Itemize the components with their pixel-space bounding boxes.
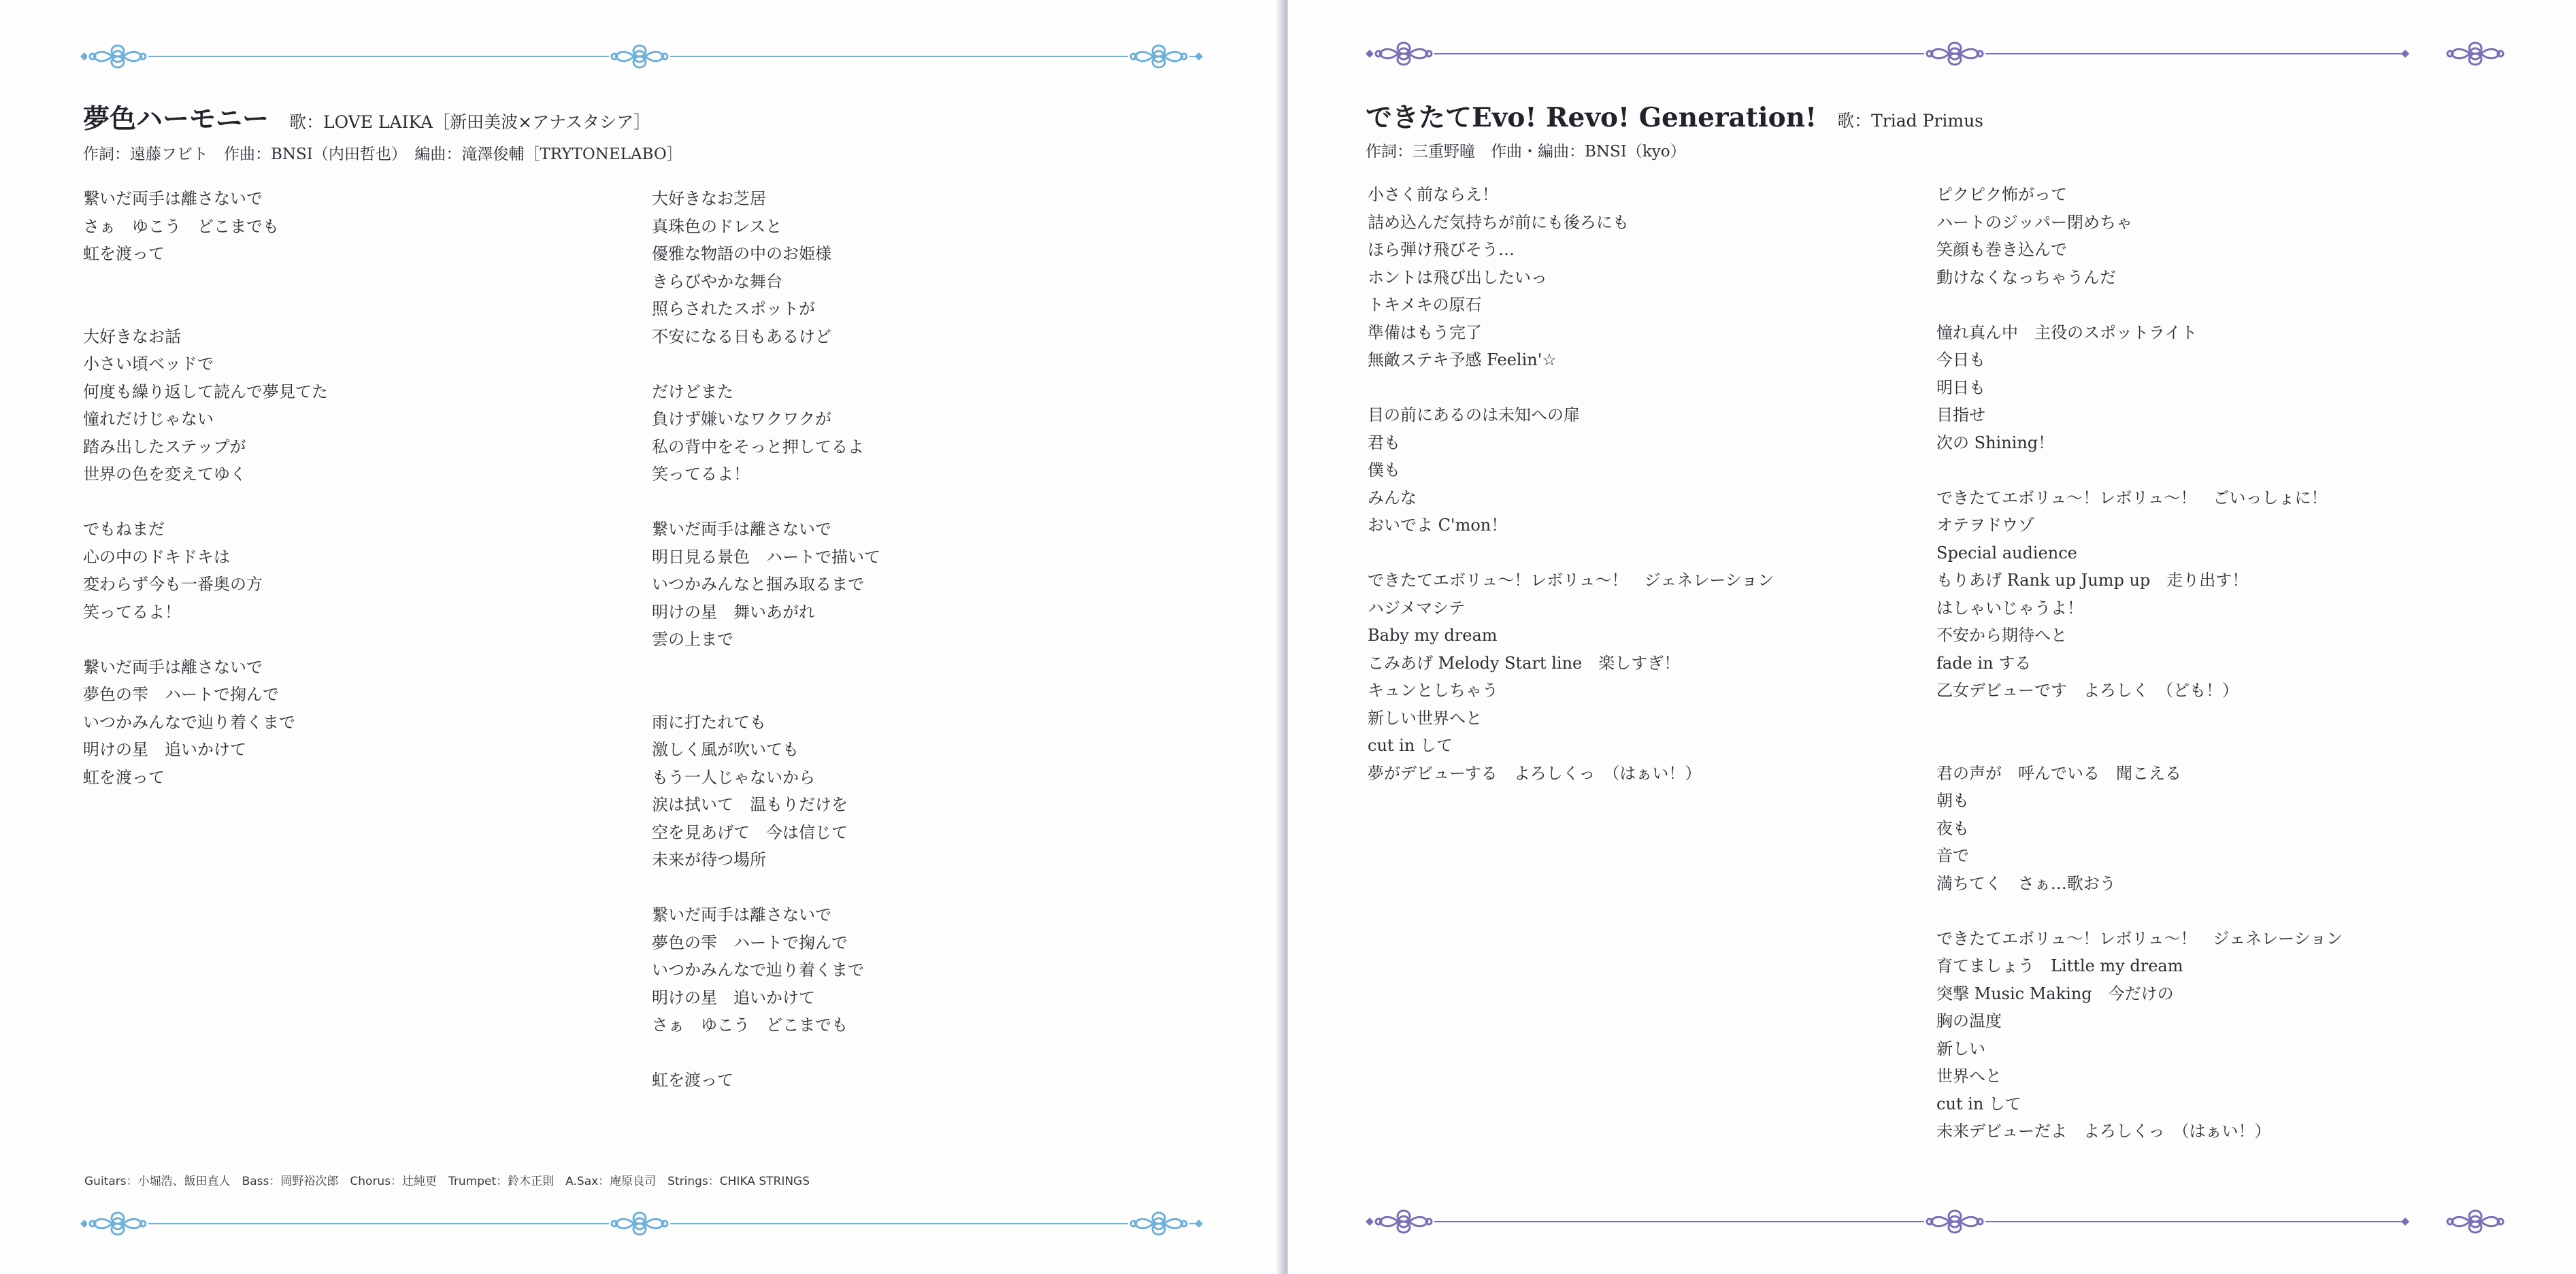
lyric-line: ハジメマシテ <box>1368 598 1466 618</box>
lyric-line <box>652 874 880 902</box>
lyric-line: さぁ ゆこう どこまでも <box>83 216 279 236</box>
lyric-line: 何度も繰り返して読んで夢見てた <box>83 382 328 401</box>
lyric-line: 夢色の雫 ハートで掬んで <box>83 685 279 704</box>
lyric-line: 新しい <box>1936 1039 1985 1058</box>
lyric-line: きらびやかな舞台 <box>652 271 782 291</box>
lyric-line <box>652 654 880 682</box>
lyric-line: 動けなくなっちゃうんだ <box>1936 267 2116 287</box>
lyric-line: 激しく風が吹いても <box>652 740 799 759</box>
lyric-line: 満ちてく さぁ…歌おう <box>1936 873 2116 893</box>
lyric-line: 雲の上まで <box>652 630 733 649</box>
musician-credits: Guitars：小堀浩、飯田直人 Bass：岡野裕次郎 Chorus：辻純更 Trumpet：鈴木正則 A.Sax：庵原良司 Strings：CHIKA STRINGS <box>84 1175 810 1188</box>
scroll-ornament-icon <box>1924 39 1985 69</box>
lyric-line <box>652 488 880 516</box>
lyric-line: 変わらず今も一番奥の方 <box>83 575 263 594</box>
lyric-line <box>652 681 880 709</box>
left-page <box>0 0 1283 1274</box>
song-title: 夢色ハーモニー <box>83 103 269 135</box>
right-page <box>1288 0 2576 1274</box>
lyric-line: もりあげ Rank up Jump up 走り出す！ <box>1936 571 2249 590</box>
lyric-line <box>83 626 328 654</box>
lyric-line <box>1936 732 2343 760</box>
lyric-line: もう一人じゃないから <box>652 767 815 787</box>
lyrics-column-1 <box>83 185 328 791</box>
lyric-line: さぁ ゆこう どこまでも <box>652 1016 848 1035</box>
scroll-ornament-icon <box>609 41 670 71</box>
scroll-ornament-icon <box>1924 1207 1985 1237</box>
lyrics-column-2 <box>652 185 880 1094</box>
lyric-line <box>83 488 328 516</box>
lyric-line: できたてエボリュ～！レボリュ～！ ジェネレーション <box>1936 928 2343 948</box>
scroll-ornament-icon <box>2445 39 2506 69</box>
lyric-line: でもねまだ <box>83 520 165 539</box>
singer-credit: 歌：LOVE LAIKA［新田美波×アナスタシア］ <box>289 112 651 132</box>
lyric-line <box>1936 705 2343 733</box>
lyric-line <box>83 268 328 296</box>
lyric-line <box>652 350 880 378</box>
lyric-line: おいでよ C'mon！ <box>1368 516 1508 535</box>
lyric-line: 憧れだけじゃない <box>83 409 214 429</box>
lyric-line <box>1368 374 1774 402</box>
lyrics-column-2 <box>1936 181 2343 1145</box>
lyric-line: 君も <box>1368 433 1400 452</box>
lyric-line: 不安になる日もあるけど <box>652 326 831 346</box>
lyric-line: トキメキの原石 <box>1368 295 1482 314</box>
lyric-line: 突撃 Music Making 今だけの <box>1936 984 2174 1003</box>
lyric-line: ピクピク怖がって <box>1936 185 2067 204</box>
lyric-line: 胸の温度 <box>1936 1011 2002 1030</box>
scroll-ornament-icon <box>87 1209 148 1239</box>
lyric-line <box>1368 539 1774 567</box>
lyric-line: 涙は拭いて 温もりだけを <box>652 795 848 814</box>
lyric-line: ホントは飛び出したいっ <box>1368 267 1547 287</box>
lyric-line: 踏み出したステップが <box>83 437 246 456</box>
lyric-line: 笑顔も巻き込んで <box>1936 240 2067 259</box>
lyric-line: 育てましょう Little my dream <box>1936 956 2183 975</box>
lyric-line: 夜も <box>1936 818 1969 838</box>
lyric-line <box>1936 291 2343 319</box>
top-rule-right <box>1373 53 2403 54</box>
lyric-line: 私の背中をそっと押してるよ <box>652 437 864 456</box>
lyric-line: 明けの星 追いかけて <box>652 988 815 1007</box>
lyric-line: 新しい世界へと <box>1368 708 1482 728</box>
lyric-line: こみあげ Melody Start line 楽しすぎ！ <box>1368 653 1681 673</box>
lyric-line: 虹を渡って <box>83 767 165 787</box>
song-header <box>1366 97 1983 135</box>
lyric-line: いつかみんなで辿り着くまで <box>652 960 864 979</box>
lyric-line: 未来デビューだよ よろしくっ （はぁい！） <box>1936 1122 2271 1141</box>
lyric-line: はしゃいじゃうよ！ <box>1936 598 2083 618</box>
scroll-ornament-icon <box>1373 1207 1434 1237</box>
lyric-line <box>1936 456 2343 484</box>
lyrics-column-1 <box>1368 181 1774 787</box>
lyric-line: 笑ってるよ！ <box>652 465 750 484</box>
lyric-line: 繋いだ両手は離さないで <box>83 189 263 208</box>
lyric-line: 小さい頃ベッドで <box>83 354 214 373</box>
lyric-line: 君の声が 呼んでいる 聞こえる <box>1936 763 2181 783</box>
lyric-line: 乙女デビューです よろしく （ども！） <box>1936 681 2239 700</box>
lyric-line: ハートのジッパー閉めちゃ <box>1936 212 2132 232</box>
lyric-line: 繋いだ両手は離さないで <box>652 520 831 539</box>
lyric-line: ほら弾け飛びそう… <box>1368 240 1515 259</box>
lyric-line: 照らされたスポットが <box>652 299 815 318</box>
lyric-line: fade in する <box>1936 653 2032 673</box>
lyric-line: できたてエボリュ～！レボリュ～！ ごいっしょに！ <box>1936 488 2328 507</box>
writer-credits: 作詞：遠藤フビト 作曲：BNSI（内田哲也） 編曲：滝澤俊輔［TRYTONELABO］ <box>83 146 682 163</box>
scroll-ornament-icon <box>609 1209 670 1239</box>
lyric-line: いつかみんなと掴み取るまで <box>652 575 864 594</box>
lyric-line: 夢色の雫 ハートで掬んで <box>652 933 848 952</box>
scroll-ornament-icon <box>87 41 148 71</box>
lyric-line: 朝も <box>1936 791 1969 810</box>
lyric-line: 夢がデビューする よろしくっ （はぁい！） <box>1368 763 1702 783</box>
lyric-line: 繋いだ両手は離さないで <box>652 905 831 924</box>
lyric-line: 目の前にあるのは未知への扉 <box>1368 405 1580 424</box>
lyric-line: 繋いだ両手は離さないで <box>83 657 263 677</box>
lyric-line: 空を見あげて 今は信じて <box>652 822 848 842</box>
lyric-line: 明日見る景色 ハートで描いて <box>652 547 880 567</box>
lyric-line <box>83 295 328 323</box>
singer-credit: 歌：Triad Primus <box>1837 111 1984 131</box>
diamond-point-icon <box>2401 50 2409 58</box>
scroll-ornament-icon <box>1373 39 1434 69</box>
writer-credits: 作詞：三重野瞳 作曲・編曲：BNSI（kyo） <box>1366 143 1686 161</box>
lyric-line: Baby my dream <box>1368 626 1498 645</box>
lyric-line: キュンとしちゃう <box>1368 681 1498 700</box>
lyric-line: 真珠色のドレスと <box>652 216 782 236</box>
lyric-line: 今日も <box>1936 350 1985 369</box>
lyric-line: 明けの星 追いかけて <box>83 740 246 759</box>
lyric-line: 小さく前ならえ！ <box>1368 185 1498 204</box>
lyric-line: 詰め込んだ気持ちが前にも後ろにも <box>1368 212 1629 232</box>
lyric-line: 雨に打たれても <box>652 712 766 732</box>
lyric-line: 次の Shining！ <box>1936 433 2055 452</box>
lyric-line: Special audience <box>1936 543 2077 563</box>
lyric-line: 大好きなお芝居 <box>652 189 766 208</box>
lyric-line: 準備はもう完了 <box>1368 322 1482 342</box>
lyric-line <box>652 1039 880 1067</box>
lyric-line: 心の中のドキドキは <box>83 547 230 567</box>
lyric-line: 虹を渡って <box>652 1071 733 1090</box>
lyric-line: 無敵ステキ予感 Feelin'☆ <box>1368 350 1557 369</box>
lyric-line: 不安から期待へと <box>1936 626 2067 645</box>
lyric-line: 笑ってるよ！ <box>83 602 181 622</box>
lyric-line: 音で <box>1936 846 1969 865</box>
lyric-line: 負けず嫌いなワクワクが <box>652 409 831 429</box>
lyric-line: みんな <box>1368 488 1417 507</box>
diamond-point-icon <box>1195 1220 1203 1228</box>
song-title: できたてEvo! Revo! Generation! <box>1366 102 1817 133</box>
lyric-line: 明日も <box>1936 378 1985 397</box>
lyric-line: 世界の色を変えてゆく <box>83 465 246 484</box>
lyric-line: できたてエボリュ～！レボリュ～！ ジェネレーション <box>1368 571 1774 590</box>
bottom-rule-right <box>1373 1221 2403 1222</box>
scroll-ornament-icon <box>2445 1207 2506 1237</box>
lyric-line: 明けの星 舞いあがれ <box>652 602 815 622</box>
diamond-point-icon <box>2401 1218 2409 1226</box>
scroll-ornament-icon <box>1128 41 1189 71</box>
lyric-line: 世界へと <box>1936 1067 2002 1086</box>
lyric-line: 優雅な物語の中のお姫様 <box>652 244 831 263</box>
lyric-line: いつかみんなで辿り着くまで <box>83 712 295 732</box>
scroll-ornament-icon <box>1128 1209 1189 1239</box>
lyric-line: cut in して <box>1368 736 1453 755</box>
lyric-line <box>1936 897 2343 925</box>
lyric-line: cut in して <box>1936 1094 2021 1113</box>
lyric-line: 大好きなお話 <box>83 326 181 346</box>
lyric-line: オテヲドウゾ <box>1936 516 2034 535</box>
lyric-line: 目指せ <box>1936 405 1985 424</box>
lyric-line: 虹を渡って <box>83 244 165 263</box>
lyric-line: 憧れ真ん中 主役のスポットライト <box>1936 322 2198 342</box>
lyric-line: 未来が待つ場所 <box>652 850 766 869</box>
diamond-point-icon <box>1195 52 1203 61</box>
lyric-line: だけどまた <box>652 382 733 401</box>
song-header <box>83 98 650 136</box>
lyric-line: 僕も <box>1368 460 1400 480</box>
